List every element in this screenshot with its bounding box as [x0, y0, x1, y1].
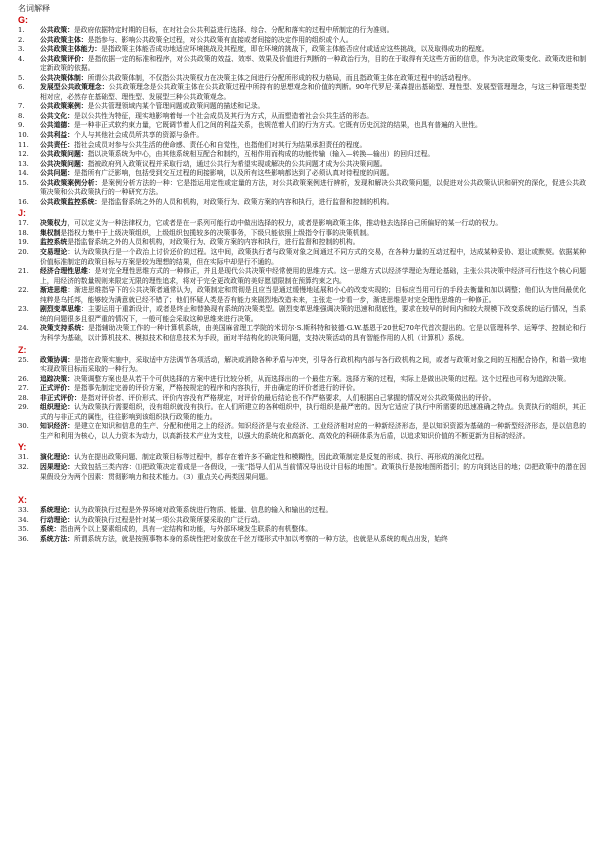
entry-definition: 是公共管理领域内某个管理问题或政策问题的描述和记录。	[87, 102, 265, 111]
entry-term: 公共政策评价：	[40, 54, 88, 63]
entry-number: 5.	[18, 73, 25, 82]
entry-body	[40, 463, 586, 482]
entry-body	[40, 83, 586, 102]
entry-term: 公共政策问题：	[40, 150, 88, 159]
entry-body	[40, 121, 586, 131]
page-title: 名词解释	[18, 4, 50, 13]
entry-term: 组织理论：	[40, 403, 75, 412]
entry-term: 公共利益：	[40, 131, 74, 140]
entry-term: 因果理论：	[40, 462, 75, 471]
entry-body	[40, 219, 586, 229]
entry-number: 2.	[18, 35, 25, 44]
entry-number: 13.	[18, 159, 29, 168]
entry-term: 决策权力	[40, 219, 68, 228]
entry-definition: 是建立在知识和信息的生产、分配和使用之上的经济。知识经济是与农业经济、工业经济相对应的一种新经济形态，是以知识资源为基础的一种新型经济形态，是以信息的生产和利用为核心，以人力资本为动力，以高新技术产业为支柱，以强大的系统化和高新化、高效化的科研体系为后盾，以追求知识价值的不断更新为目标的经济。	[40, 422, 587, 440]
entry-number: 15.	[18, 178, 29, 187]
definition-entry	[18, 463, 586, 482]
entry-term: 政策协调：	[40, 355, 75, 364]
entry-number: 6.	[18, 83, 25, 92]
entry-definition: ，可以定义为一种法律权力，它或者是在一系列可能行动中做出选择的权力，或者是影响政策主体，推动他去选择自己所偏好的某一行动的权力。	[67, 219, 503, 228]
entry-number: 28.	[18, 393, 29, 402]
entry-definition: 是指辅助决策工作的一种计算机系统，由美国麻省理工学院的米切尔·S.斯科特和彼德·G.W.基恩于20世纪70年代首次提出的。它是以管理科学、运筹学、控制论和行为科学为基础，以计算机技术、模拟技术和信息技术为手段，面对半结构化的决策问题，支持决策活动的具有智能作用的人机（计算机）系统。	[40, 324, 587, 342]
definition-entry	[18, 121, 586, 131]
entry-term: 经济合理性思维	[40, 267, 88, 276]
entry-definition: 认为政策执行过程是外界环境对政策系统进行物质、能量、信息的输入和输出的过程。	[73, 506, 333, 515]
entry-definition: 是指在政策实施中，采取适中方法调节各项活动，解决或消除各种矛盾与冲突，引导各行政机构内部与各行政机构之间，或者与政策对象之间的互相配合协作，和谐一致地实现政策目标而采取的一种行为。	[40, 355, 587, 374]
entry-term: 演化理论：	[40, 453, 74, 462]
entry-body	[40, 45, 586, 55]
definition-entry	[18, 169, 586, 179]
entry-term: 发展型公共政策理念：	[40, 83, 109, 92]
definition-entry	[18, 453, 586, 463]
entry-number: 36.	[18, 534, 29, 543]
entry-body	[40, 394, 586, 404]
entry-definition: 是指依据一定的标准和程序，对公共政策的效益、效率、效果及价值进行判断的一种政治行为，目的在于取得有关这些方面的信息，作为决定政策变化、政策改进和制定新政策的依据。	[40, 54, 587, 73]
entry-definition: 是政府依据特定时期的目标，在对社会公共利益进行选择、综合、分配和落实的过程中所制定的行为准则。	[73, 26, 394, 34]
definition-entry	[18, 36, 586, 46]
entry-number: 30.	[18, 422, 29, 431]
entry-number: 12.	[18, 150, 29, 159]
definition-entry	[18, 394, 586, 404]
definition-entry	[18, 198, 586, 208]
entry-number: 25.	[18, 355, 29, 364]
section-spacer	[18, 482, 586, 494]
entry-term: 行动理论：	[40, 515, 74, 524]
entry-term: 公共决策体制：	[40, 73, 88, 82]
entry-body	[40, 535, 586, 545]
entry-body	[40, 324, 586, 343]
entry-definition: 是指事先制定完善的评价方案，严格按规定的程序和内容执行，并由确定的评价者进行的评价。	[73, 384, 360, 393]
entry-body	[40, 267, 586, 286]
entry-body	[40, 305, 586, 324]
entry-definition: 是以公共性为特征，现实地影响着每一个社会成员及其行为方式，从而塑造着社会公共生活的形态。	[73, 111, 374, 120]
entry-number: 1.	[18, 26, 25, 34]
entry-body	[40, 160, 586, 170]
entry-definition: 是指参与、影响公共政策全过程，对公共政策有直接或者间接的决定作用的组织或个人。	[87, 35, 353, 44]
entry-body	[40, 516, 586, 526]
entry-term: 公共政策监控系统：	[40, 197, 102, 206]
entry-term: 公共政策案例：	[40, 102, 88, 111]
entry-body	[40, 375, 586, 385]
entry-number: 31.	[18, 453, 29, 462]
entry-body	[40, 506, 586, 516]
entry-definition: 所谓公共政策体制，不仅指公共决策权力在决策主体之间进行分配所形成的权力格局，而且指政策主体在政策过程中的活动程序。	[87, 73, 475, 82]
definition-entry	[18, 403, 586, 422]
entry-definition: 决策调整方案也是从若干个可供选择的方案中进行比较分析，从而选择出的一个最佳方案。选择方案的过程，实际上是做出决策的过程。这个过程也可称为追踪决策。	[73, 374, 571, 383]
definition-entry	[18, 286, 586, 305]
entry-number: 23.	[18, 305, 29, 314]
entry-number: 11.	[18, 140, 29, 149]
definition-entry	[18, 238, 586, 248]
definition-entry	[18, 160, 586, 170]
entry-definition: 认为在提出政策问题、制定政策目标等过程中，都存在着许多不确定性和模糊性，因此政策制定是反复的形成、执行、再形成的演化过程。	[73, 453, 489, 462]
definition-entry	[18, 506, 586, 516]
entry-body	[40, 74, 586, 84]
entry-term: 公共文化：	[40, 111, 74, 120]
entry-definition: 认为政策执行需要组织，没有组织就没有执行。在人们所建立的各种组织中，执行组织是最严密的。因为它适应了执行中所需要的迅速准确之特点。负责执行的组织，其正式的与非正式的属性，往往影响到该组织执行政策的能力。	[40, 403, 587, 421]
entry-term: 系统：	[40, 525, 61, 534]
entry-body	[40, 169, 586, 179]
definition-entry	[18, 83, 586, 102]
entry-body	[40, 248, 586, 267]
entry-body	[40, 453, 586, 463]
definition-entry	[18, 26, 586, 36]
entry-term: 知识经济：	[40, 422, 75, 431]
section-letter-heading: X:	[18, 495, 27, 506]
entry-number: 4.	[18, 54, 25, 63]
entry-term: 公共决策问题：	[40, 159, 88, 168]
entry-number: 3.	[18, 45, 25, 54]
entry-body	[40, 356, 586, 375]
definition-entry	[18, 375, 586, 385]
entry-definition: 个人与其他社会成员所共享的资源与条件。	[73, 131, 204, 140]
entry-number: 17.	[18, 219, 29, 228]
entry-term: 交易理论	[40, 248, 68, 257]
entry-term: 追踪决策：	[40, 374, 74, 383]
definition-entry	[18, 384, 586, 394]
entry-body	[40, 26, 586, 36]
entry-number: 19.	[18, 238, 29, 247]
entry-term: 决策支持系统：	[40, 324, 89, 333]
definition-entry	[18, 516, 586, 526]
entry-body	[40, 403, 586, 422]
definition-entry	[18, 102, 586, 112]
entry-definition: 是一种非正式软约束力量，它既调节着人们之间的利益关系，也规范着人们的行为方式。它既有历史沉淀的结果，也具有普遍的入世性。	[73, 121, 482, 130]
entry-body	[40, 198, 586, 208]
definition-entry	[18, 179, 586, 198]
entry-definition: ：认为政策执行是一个政治上讨价还价的过程。这中间，政策执行者与政策对象之间通过不同方式的交易，在各种力量的互动过程中，达成某种妥协、退让或默契。依据某种价值标准制定的政策目标与方案是较为理想的结果，但在实际中却是行不通的。	[40, 248, 587, 266]
section-letter-heading: Z:	[18, 344, 27, 355]
entry-term: 监控系统	[40, 238, 68, 247]
entry-term: 公共政策案例分析：	[40, 178, 102, 187]
entry-term: 公共问题：	[40, 169, 74, 178]
entry-term: 剧烈变革思维	[40, 305, 81, 314]
entry-definition: 是指政策主体能否成功地适应环境挑战及其程度，即在环境的挑战下，政策主体能否应付或适应这些挑战，以及取得成功的程度。	[101, 45, 489, 54]
entry-term: 渐进思维	[40, 286, 68, 295]
entry-definition: 公共政策理念是公共政策主体在公共政策过程中所持有的思想观念和价值的判断。90年代罗尼·莱森提出基础型、理性型、发展型管理理念，与这三种管理类型相对应，必然存在基础型、理性型、发展型三种公共政策观念。	[40, 83, 586, 101]
entry-number: 14.	[18, 169, 29, 178]
entry-number: 7.	[18, 102, 25, 111]
definition-entry	[18, 356, 586, 375]
entry-number: 18.	[18, 228, 29, 237]
entry-number: 16.	[18, 197, 29, 206]
entry-definition: ：是对完全理性思维方式的一种修正，并且是现代公共决策中经常使用的思维方式。这一思维方式以经济学理论为理论基础，主张公共决策中经济可行性这个核心问题上，用经济的数量规则来限定无限的理性追求，将对于完全更改政策的美好愿望限制在预算约束之内。	[40, 267, 587, 285]
entry-number: 20.	[18, 248, 29, 257]
entry-definition: 所谓系统方法，就是按照事物本身的系统性把对象放在千丝万缕形式中加以考察的一种方法，也就是从系统的观点出发，始终	[73, 534, 448, 543]
entry-body	[40, 384, 586, 394]
definition-entry	[18, 131, 586, 141]
entry-body	[40, 141, 586, 151]
entry-term: 系统理论：	[40, 506, 74, 515]
definition-entry	[18, 150, 586, 160]
entry-body	[40, 422, 586, 441]
entry-number: 35.	[18, 525, 29, 534]
entry-number: 24.	[18, 324, 29, 333]
entry-term: 公共政策：	[40, 26, 74, 34]
entry-definition: 大致包括三类内容：⑴把政策决定看成是一各假设，一张“指导人们从当前情况导出设计目标的地图”。政策执行是按地图所指引；的方向到达目的地；⑵把政策中的潜在因果假设分为两个因素：贯彻影响力和技术能力。（3）重点关心两类因果问题。	[40, 462, 587, 481]
entry-body	[40, 131, 586, 141]
entry-definition: 是指权力集中于上级决策组织，上级组织包揽较多的决策事务，下级只能依照上级指令行事的决策机制。	[60, 228, 374, 237]
section-letter-heading: G:	[18, 15, 28, 25]
entry-number: 29.	[18, 403, 29, 412]
entry-definition: 是指监督系统之外的人员和机构，对政策行为、政策方案的内容和执行，进行监督和控制的机构。	[67, 238, 360, 247]
entry-definition: 指以决策系统为中心，由其他系统相互配合和制约，互相作用而构成的功能传输（输入—转换—输出）的回归过程。	[87, 150, 435, 159]
entry-body	[40, 525, 586, 535]
entry-definition: 认为政策执行过程是针对某一项公共政策所要采取的广泛行动。	[73, 515, 265, 524]
entry-body	[40, 238, 586, 248]
entry-definition: 是指对评价者、评价形式、评价内容没有严格规定，对评价的最后结论也不作严格要求，人们根据自己掌握的情况对公共政策做出的评价。	[80, 393, 496, 402]
entry-number: 21.	[18, 267, 29, 276]
entry-term: 系统方法：	[40, 534, 74, 543]
entry-definition: 是指监督系统之外的人员和机构，对政策行为、政策方案的内容和执行，进行监督和控制的机构。	[101, 197, 394, 206]
entry-number: 8.	[18, 111, 25, 120]
definition-entry	[18, 267, 586, 286]
entry-definition: 是案例分析方法的一种：它是指运用定性或定量的方法，对公共政策案例进行辨析，发现和解决公共政策问题，以促进对公共政策认识和研究的深化，促进公共政策决策和公共政策执行的一种研究方法。	[40, 178, 587, 197]
definition-entry	[18, 248, 586, 267]
section-letter-heading: J:	[18, 208, 27, 219]
entry-term: 正式评价：	[40, 384, 74, 393]
definition-entry	[18, 305, 586, 324]
entry-term: 公共道德：	[40, 121, 74, 130]
entry-definition: 指社会成员对参与公共生活的使命感、责任心和自觉性，也指他们对其行为结果承担责任的程度。	[73, 140, 367, 149]
entry-term: 公共责任：	[40, 140, 74, 149]
definition-entry	[18, 422, 586, 441]
entry-body	[40, 286, 586, 305]
entry-definition: 指由两个以上要素组成的，具有一定结构和功能，与外部环境发生联系的有机整体。	[60, 525, 312, 534]
entry-term: 公共政策主体：	[40, 35, 88, 44]
entry-body	[40, 55, 586, 74]
definition-entry	[18, 74, 586, 84]
definition-entry	[18, 219, 586, 229]
entry-number: 22.	[18, 286, 29, 295]
definition-entry	[18, 324, 586, 343]
entry-number: 9.	[18, 121, 25, 130]
entry-body	[40, 36, 586, 46]
definition-entry	[18, 55, 586, 74]
entry-body	[40, 102, 586, 112]
entry-definition: ：渐进思维指导下的公共决策者通常认为，政策制定和贯彻是且应当是通过缓慢地延展和小心的改变实现的；目标应当用可行的手段去衡量和加以调整；他们认为世间最优化纯粹是乌托邦，能够较为满意就已经不错了；他们怀疑人类是否有能力来剧烈地改造未来，主张走一步看一步，渐进思维是对完全理性思维的一种修正。	[40, 286, 587, 304]
entry-term: 集权制	[40, 228, 61, 237]
definition-entry	[18, 141, 586, 151]
entry-number: 27.	[18, 384, 29, 393]
entry-body	[40, 150, 586, 160]
entry-number: 32.	[18, 462, 29, 471]
entry-number: 34.	[18, 515, 29, 524]
entry-number: 26.	[18, 374, 29, 383]
entry-definition: ：主要运用于重新设计，或者是终止和替换现有系统的决策类型。剧烈变革思维强调决策的迅速和彻底性，要求在较早的时间内和较大规模下改变系统的运行情况，当系统的问题很多且很严重的情况下，一般可能会采取这种思维来进行决策。	[40, 305, 586, 323]
entry-number: 33.	[18, 506, 29, 515]
section-letter-heading: Y:	[18, 442, 27, 453]
definition-entry	[18, 45, 586, 55]
entry-definition: 是指所有广泛影响，包括受到交互过程的间接影响，以及所有这些影响都达到了必须认真对待程度的问题。	[73, 169, 394, 178]
entry-body	[40, 179, 586, 198]
definition-entry	[18, 535, 586, 545]
entry-term: 非正式评价：	[40, 393, 81, 402]
definition-entry	[18, 525, 586, 535]
entry-term: 公共政策主体能力：	[40, 45, 102, 54]
entry-definition: 指被政府列入政策议程并采取行动，通过公共行为希望实现或解决的公共问题才成为公共决策问题。	[87, 159, 387, 168]
entry-number: 10.	[18, 131, 29, 140]
